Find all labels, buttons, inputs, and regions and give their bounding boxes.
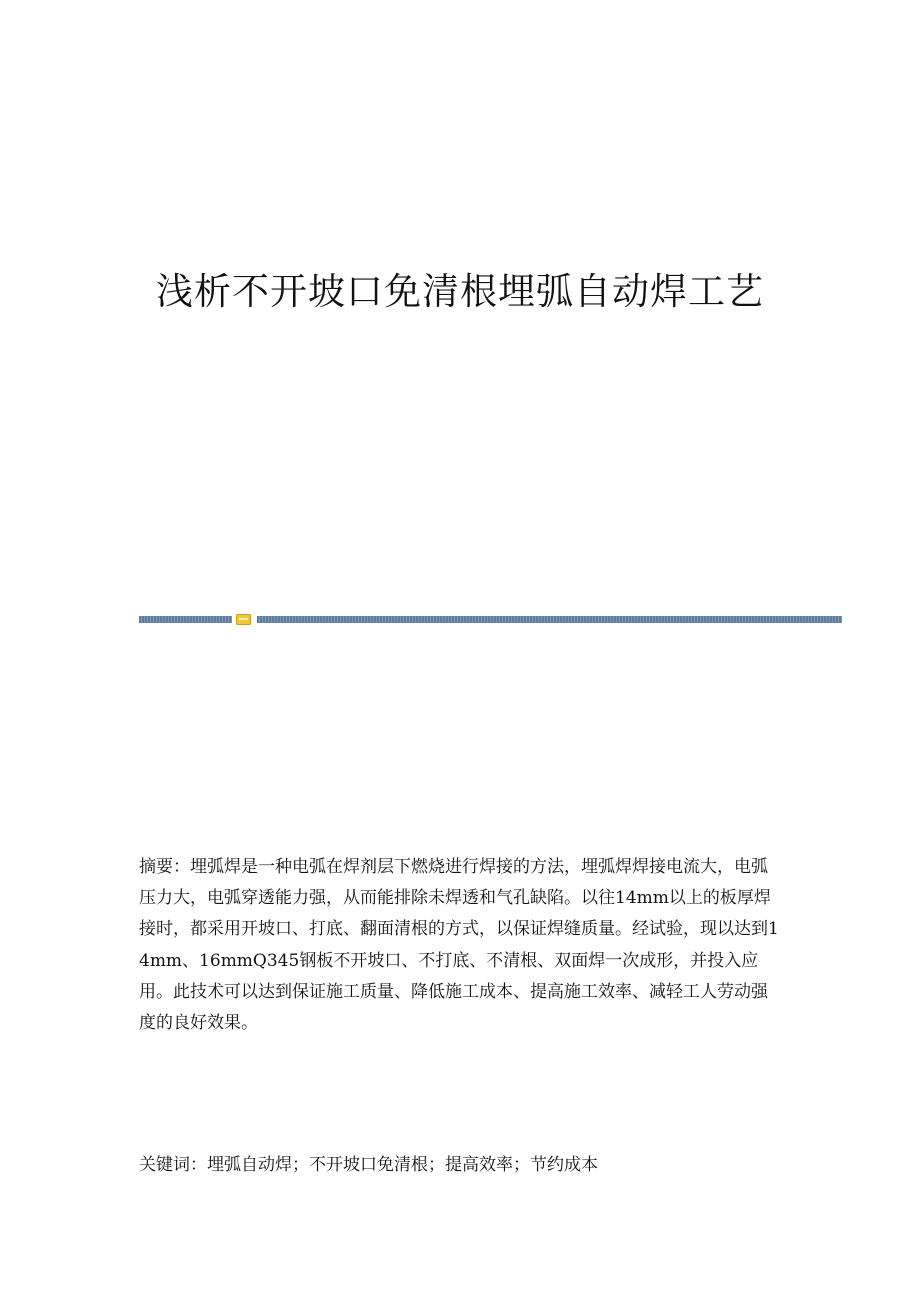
divider-bar-right [257,616,842,623]
keywords-line: 关键词：埋弧自动焊；不开坡口免清根；提高效率；节约成本 [139,1155,598,1175]
abstract-paragraph: 摘要：埋弧焊是一种电弧在焊剂层下燃烧进行焊接的方法，埋弧焊焊接电流大，电弧压力大，电弧穿透能力强，从而能排除未焊透和气孔缺陷。以往14mm以上的板厚焊接时，都采用开坡口、打底、翻面清根的方式，以保证焊缝质量。经试验，现以达到14mm、16mmQ345钢板不开坡口、不打底、不清根、双面焊一次成形，并投入应用。此技术可以达到保证施工质量、降低施工成本、提高施工效率、减轻工人劳动强度的良好效果。 [139,857,779,1034]
divider-bar-left [139,616,232,623]
divider-ornament-icon [236,614,251,625]
section-divider [139,614,842,626]
page-title: 浅析不开坡口免清根埋弧自动焊工艺 [156,270,764,313]
